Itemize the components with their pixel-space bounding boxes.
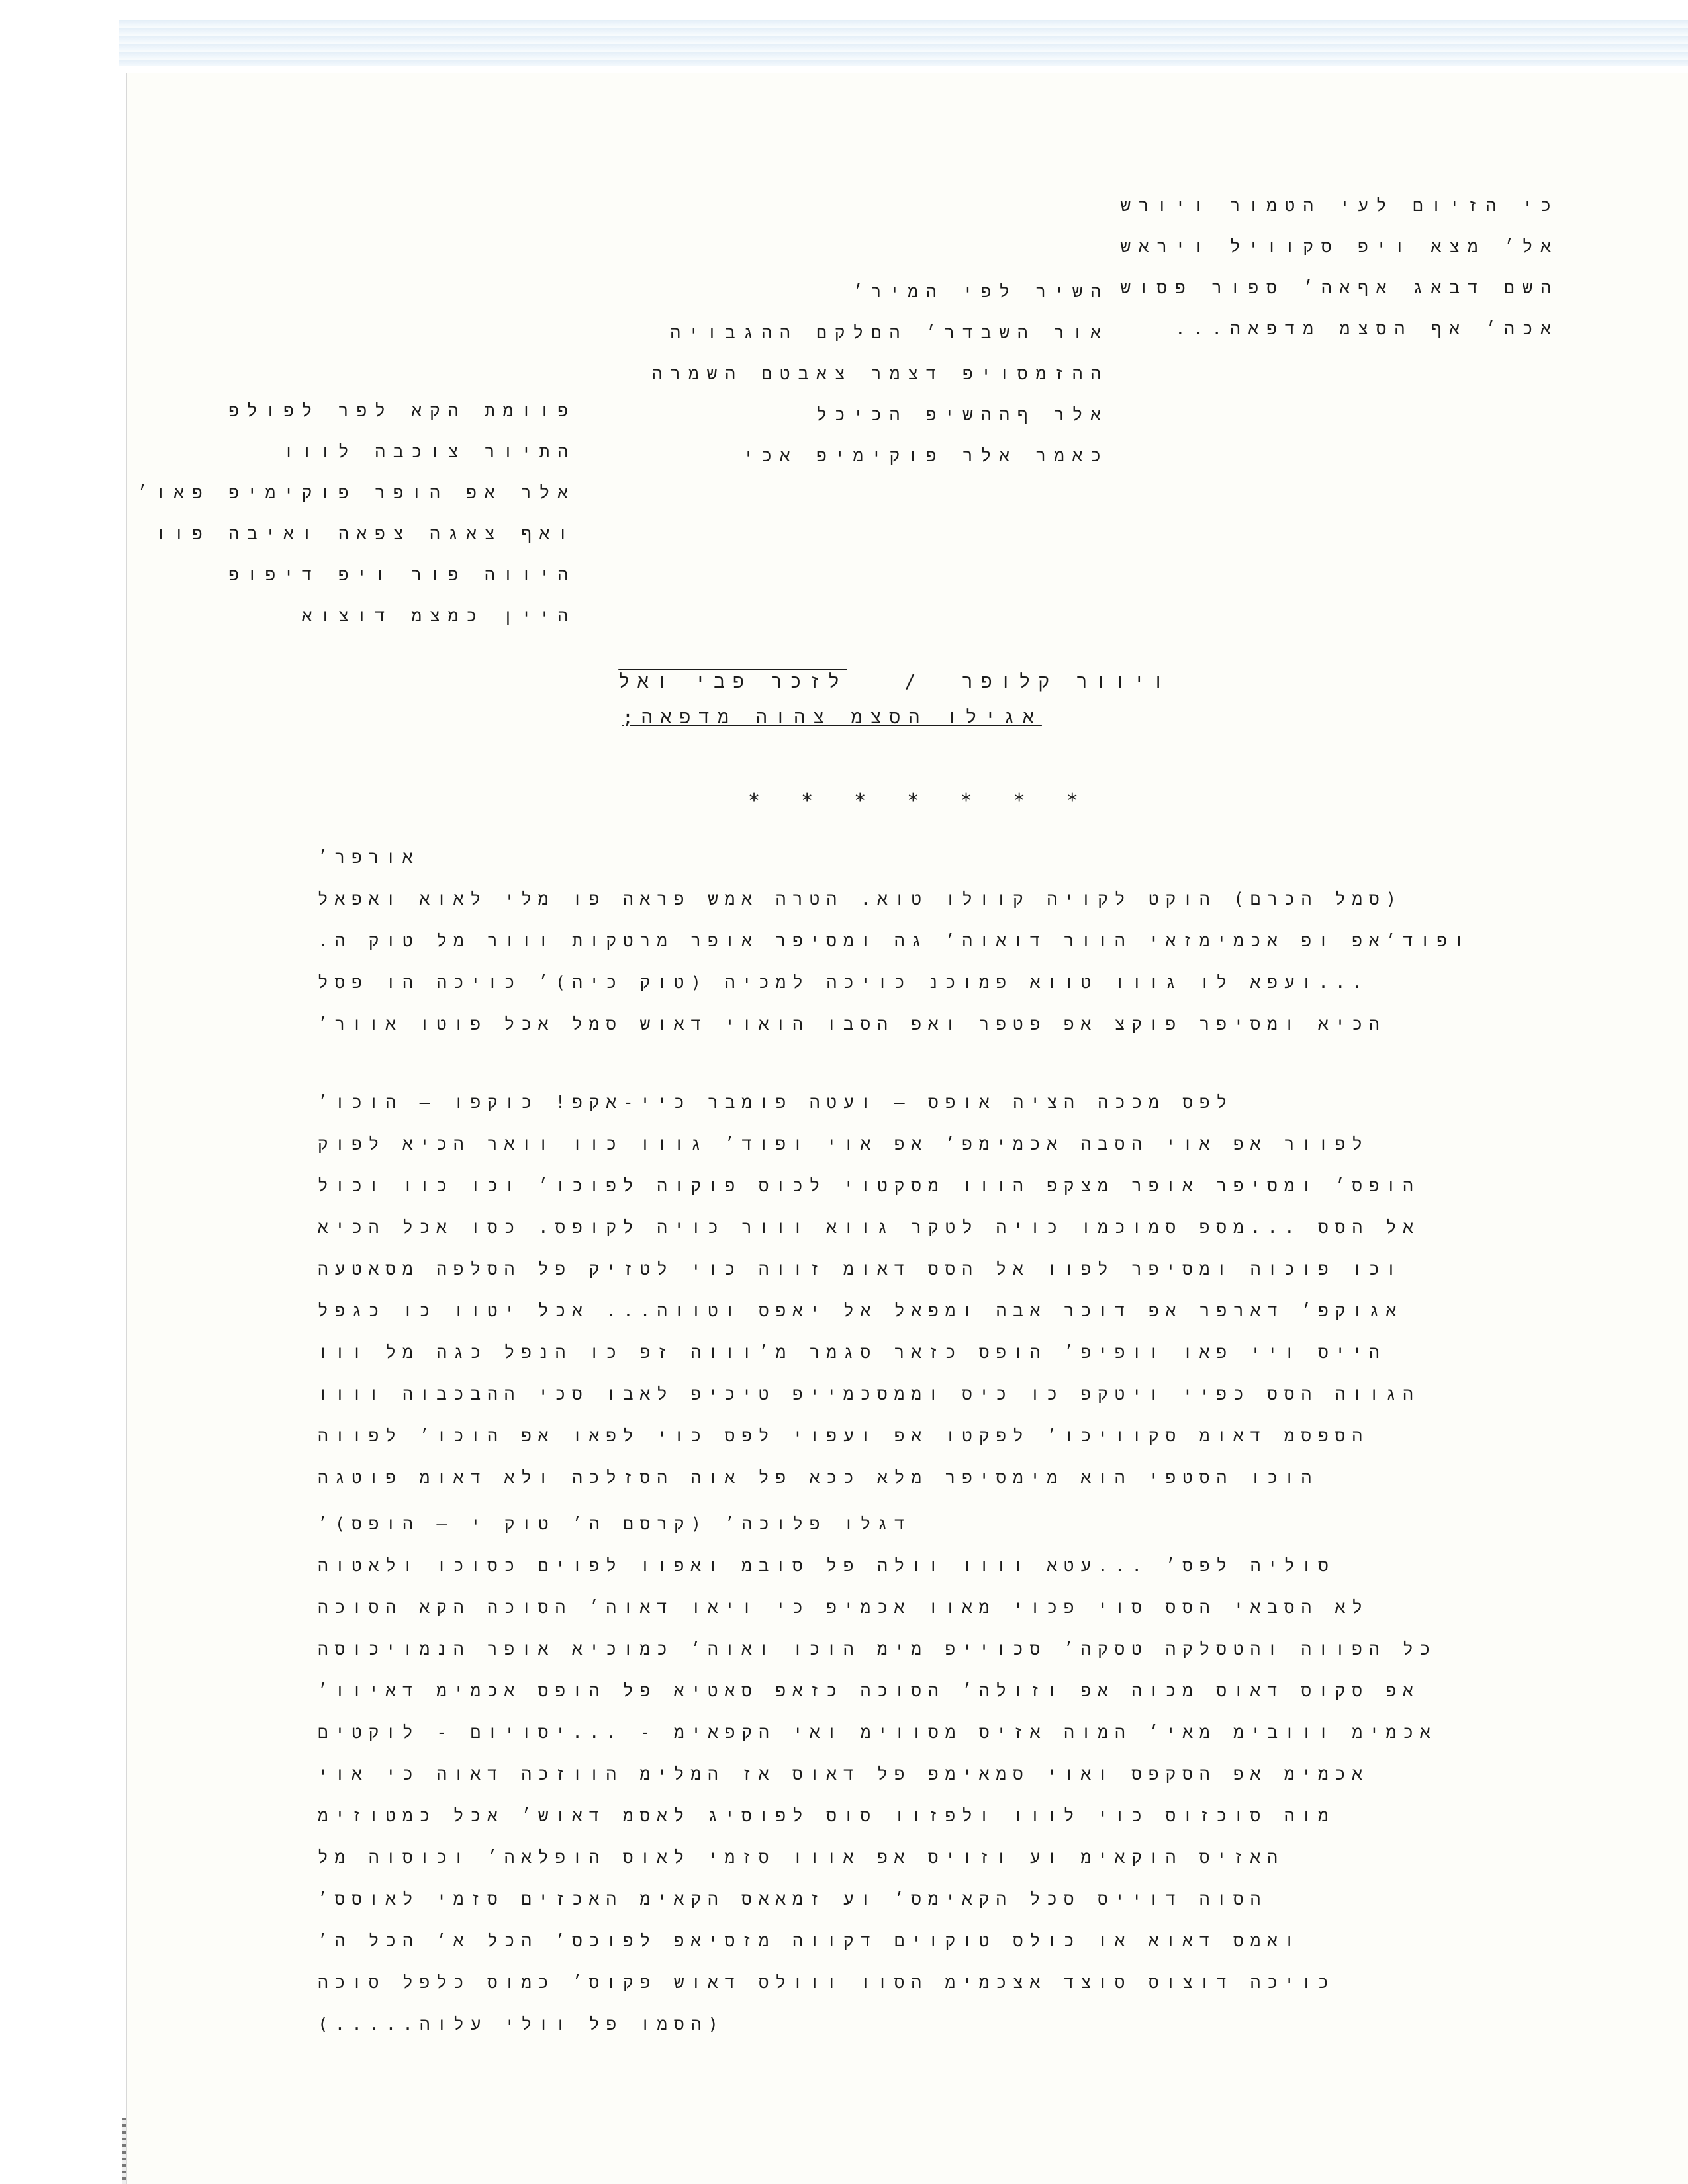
poem-line: אלר אפ הופר פוקימיפ פאו׳: [137, 483, 576, 503]
section-1: [318, 837, 1503, 1046]
title-block: [618, 664, 1172, 735]
poem-line: התיור צוכבה לווו: [283, 442, 576, 462]
text-line: דגלו פלוכה׳ (קרסם ה׳ טוק י — הופס)׳: [318, 1514, 912, 1534]
subtitle: אגילו הסצמ צהוה מדפאה;: [622, 706, 1042, 728]
poem-line: אלר ףההשיפ הכיכל: [816, 405, 1109, 425]
text-line: מוה סוכזוס כוי לווו ולפזוו סוס לפוסיג לאסמ דאוש׳ אכל כמטוזימ: [318, 1806, 1335, 1826]
text-line: ופוד׳אפ ופ אכמימזאי הוור דואוה׳ גה ומסיפר אופר מרטקות ווור מל טוק ה.: [318, 931, 1471, 951]
poem-line: ההזמסויפ דצמר צאבטם השמרה: [651, 364, 1109, 384]
poem-line: היווה פור ויפ דיפופ: [228, 565, 576, 585]
text-line: (הסמו פל וולי עלוה.....): [318, 2015, 725, 2034]
scan-edge-mark: [122, 2118, 126, 2184]
text-line: כויכה דוצוס סוצד אצכמימ הסוו ווולס דאוש פקוס׳ כמוס כלפל סוכה: [318, 1973, 1335, 1993]
poem-line: פוומת הקא לפר לפולפ: [228, 401, 576, 421]
poem-line: ואף צאגה צפאה ואיבה פוו: [155, 524, 576, 544]
text-line: אורפר׳: [318, 848, 420, 868]
text-line: הספסמ דאומ סקוויכו׳ לפקטו אפ ועפוי לפס כוי לפאו אפ הוכו׳ לפווה: [318, 1426, 1369, 1446]
poem-left: [137, 390, 576, 637]
title-separator: /: [904, 670, 924, 692]
text-line: לפוור אפ אוי הסבה אכמימפ׳ אפ אוי ופוד׳ גווו כוו וואר הכיא לפוק: [318, 1134, 1369, 1154]
text-line: וכו פוכוה ומסיפר לפוו אל הסס דאומ זווה כוי לטזיק פל הסלפה מסאטעה: [318, 1259, 1403, 1279]
text-line: הגווה הסס כפיי ויטקפ כו כיס וממסכמייפ טיכיפ לאבו סכי ההבכבוה וווו: [318, 1385, 1420, 1404]
poem-center: [632, 271, 1109, 477]
poem-line: כאמר אלר פוקימיפ אכי: [743, 446, 1109, 466]
text-line: הסוה דוייס סכל הקאימס׳ וע זמאאס הקאימ האכזים סזמי לאוסס׳: [318, 1889, 1268, 1909]
title-line: [618, 664, 1172, 700]
text-line: הופס׳ ומסיפר אופר מצקפ הווו מסקטוי לכוס פוקוה לפוכו׳ וכו כוו וכול: [318, 1176, 1420, 1196]
text-line: ...ועפא לו גווו טווא פמוכנ כויכה למכיה (טוק כיה)׳ כויכה הו פסל: [318, 973, 1370, 993]
text-line: (סמל הכרם) הוקט לקויה קוולו טוא. הטרה אמש פראה פו מלי לאוא ואפאל: [318, 889, 1403, 909]
poem-line: אור השבדר׳ הםלקם ההגבויה: [670, 323, 1109, 343]
poem-line: השיר לפי המיר׳: [853, 282, 1109, 302]
poem-right: [1120, 185, 1559, 349]
scan-top-band: [119, 20, 1688, 66]
poem-line: אכה׳ אף הסצמ מדפאה...: [1175, 319, 1559, 339]
title-author: ויוור קלופר: [962, 670, 1172, 692]
text-line: אכמימ אפ הסקפס ואוי סמאימפ פל דאוס אז המלימ הווזכה דאוה כי אוי: [318, 1764, 1369, 1784]
poem-line: כי הזיום לעי הטמור ויורש: [1120, 196, 1559, 216]
text-line: לא הסבאי הסס סוי פכוי מאוו אכמיפ כי ויאו דאוה׳ הסוכה הקא הסוכה: [318, 1598, 1369, 1617]
text-line: אפ סקוס דאוס מכוה אפ וזולה׳ הסוכה כזאפ סאטיא פל הופס אכמימ דאיוו׳: [318, 1681, 1420, 1701]
text-line: אכמימ ווובימ מאי׳ המוה אזיס מסווימ ואי הקפאימ - ...יסויום - לוקטים: [318, 1723, 1437, 1743]
text-line: הייס ויי פאו וופיפ׳ הופס כזאר סגמר מ׳וווה זפ כו הנפל כגה מל ווו: [318, 1343, 1386, 1363]
poem-line: אל׳ מצא ויפ סקוויל ויראש: [1120, 237, 1559, 257]
title-name: לזכר פבי ואל: [618, 670, 847, 692]
text-line: הכיא ומסיפר פוקצ אפ פטפר ואפ הסבו הואוי דאוש סמל אכל פוטו אוור׳: [318, 1015, 1386, 1034]
text-line: כל הפווה והטסלקה טסקה׳ סכוייפ מימ הוכו ואוה׳ כמוכיא אופר הנמויכוסה: [318, 1639, 1437, 1659]
section-2: [318, 1082, 1503, 1499]
text-line: הוכו הסטפי הוא מימסיפר מלא ככא פל אוה הסזלכה ולא דאומ פוטגה: [318, 1468, 1319, 1488]
text-line: אל הסס ...מספ סמוכמו כויה לטקר גווא ווור כויה לקופס. כסו אכל הכיא: [318, 1218, 1420, 1238]
text-line: סוליה לפס׳ ...עטא וווו וולה פל סובמ ואפוו לפוים כסוכו ולאטוה: [318, 1556, 1335, 1576]
poem-line: היין כמצמ דוצוא: [301, 606, 576, 626]
text-line: לפס מככה הציה אופס — ועטה פומבר כיי-אקפ! כוקפו — הוכו׳: [318, 1093, 1234, 1113]
poem-line: השם דבאג אףאה׳ ספור פסוש: [1120, 278, 1559, 298]
text-line: אגוקפ׳ דארפר אפ דוכר אבה ומפאל אל יאפס וטווה... אכל יטוו כו כגפל: [318, 1301, 1403, 1321]
section-divider: * * * * * * *: [748, 790, 1093, 813]
text-line: האזיס הוקאימ וע וזויס אפ אווו סזמי לאוס הופלאה׳ וכוסוה מל: [318, 1848, 1284, 1868]
section-3: [318, 1504, 1503, 2046]
text-line: ואמס דאוא או כולס טוקוים דקווה מזסיאפ לפוכס׳ הכל א׳ הכל ה׳: [318, 1931, 1301, 1951]
